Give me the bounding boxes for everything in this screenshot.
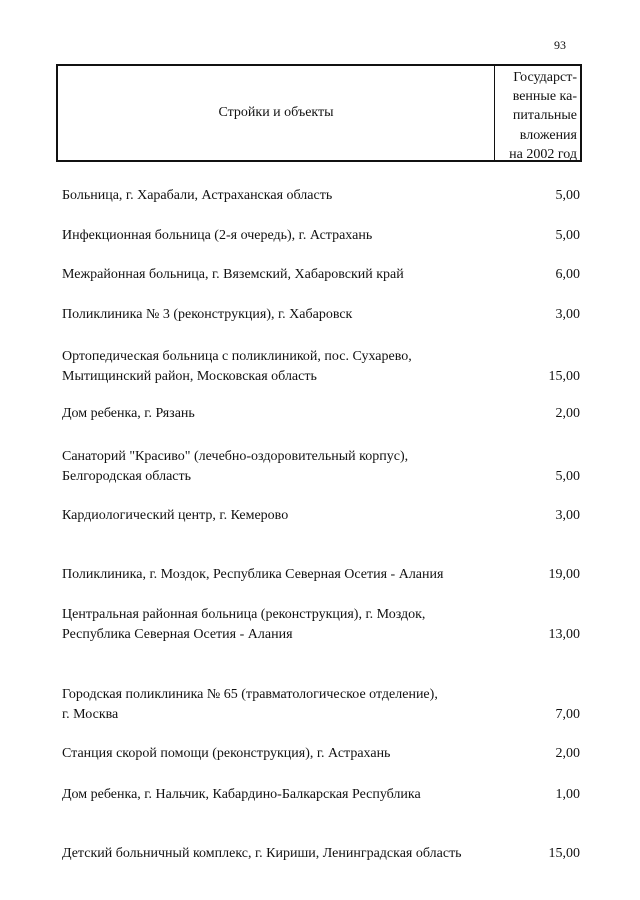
- table-row: [62, 186, 580, 206]
- object-name: [62, 506, 502, 526]
- table-row: [62, 226, 580, 246]
- object-name-line: Кардиологический центр, г. Кемерово: [62, 508, 289, 523]
- investment-value: 2,00: [555, 746, 580, 761]
- table-row: [62, 447, 580, 487]
- column-header-objects: Стройки и объекты: [58, 66, 495, 160]
- table-row: [62, 685, 580, 725]
- table-row: [62, 744, 580, 764]
- investment-value: 15,00: [548, 369, 580, 384]
- table-row: [62, 565, 580, 585]
- object-name: [62, 305, 502, 325]
- object-name-line: Детский больничный комплекс, г. Кириши, Ленинградская область: [62, 846, 462, 861]
- investment-value: 15,00: [548, 846, 580, 861]
- object-name-line: Инфекционная больница (2-я очередь), г. Астрахань: [62, 228, 373, 243]
- column-header-line: венные ка-: [512, 89, 577, 105]
- table-row: [62, 506, 580, 526]
- investment-value: 7,00: [555, 707, 580, 722]
- table-row: [62, 844, 580, 864]
- table-row: [62, 785, 580, 805]
- column-header-line: Государст-: [513, 70, 577, 85]
- object-name: [62, 265, 502, 285]
- object-name: [62, 186, 502, 206]
- object-name: [62, 404, 502, 424]
- object-name-line: Санаторий "Красиво" (лечебно-оздоровительный корпус),: [62, 449, 409, 464]
- object-name-line: Городская поликлиника № 65 (травматологическое отделение),: [62, 687, 438, 702]
- investment-value: 13,00: [548, 627, 580, 642]
- object-name-line: Центральная районная больница (реконструкция), г. Моздок,: [62, 607, 426, 622]
- object-name: [62, 785, 502, 805]
- investment-value: 2,00: [555, 406, 580, 421]
- table-row: [62, 347, 580, 387]
- object-name: [62, 844, 502, 864]
- table-row: [62, 404, 580, 424]
- object-name: [62, 347, 502, 387]
- table-header: [56, 64, 582, 162]
- object-name-line: Белгородская область: [62, 469, 192, 484]
- object-name-line: Поликлиника № 3 (реконструкция), г. Хабаровск: [62, 307, 353, 322]
- object-name: [62, 685, 502, 725]
- investment-value: 6,00: [555, 267, 580, 282]
- object-name-line: Дом ребенка, г. Нальчик, Кабардино-Балкарская Республика: [62, 787, 421, 802]
- object-name-line: Межрайонная больница, г. Вяземский, Хабаровский край: [62, 267, 404, 282]
- object-name-line: Ортопедическая больница с поликлиникой, пос. Сухарево,: [62, 349, 412, 364]
- column-header-investment: [495, 66, 580, 160]
- object-name: [62, 744, 502, 764]
- object-name: [62, 565, 502, 585]
- column-header-line: на 2002 год: [509, 146, 577, 162]
- column-header-line: питальные: [512, 108, 577, 124]
- object-name-line: Дом ребенка, г. Рязань: [62, 406, 195, 421]
- investment-value: 5,00: [555, 469, 580, 484]
- object-name-line: Поликлиника, г. Моздок, Республика Северная Осетия - Алания: [62, 567, 444, 582]
- investment-value: 3,00: [555, 307, 580, 322]
- investment-value: 5,00: [555, 228, 580, 243]
- investment-value: 19,00: [548, 567, 580, 582]
- investment-value: 1,00: [555, 787, 580, 802]
- object-name: [62, 605, 502, 645]
- object-name-line: Станция скорой помощи (реконструкция), г. Астрахань: [62, 746, 391, 761]
- object-name: [62, 226, 502, 246]
- table-row: [62, 605, 580, 645]
- table-row: [62, 265, 580, 285]
- object-name-line: г. Москва: [62, 707, 119, 722]
- object-name-line: Мытищинский район, Московская область: [62, 369, 317, 384]
- table-row: [62, 305, 580, 325]
- object-name-line: Республика Северная Осетия - Алания: [62, 627, 293, 642]
- column-header-line: вложения: [519, 127, 577, 143]
- page-number: 93: [554, 38, 566, 52]
- investment-value: 3,00: [555, 508, 580, 523]
- investment-value: 5,00: [555, 188, 580, 203]
- object-name-line: Больница, г. Харабали, Астраханская область: [62, 188, 333, 203]
- object-name: [62, 447, 502, 487]
